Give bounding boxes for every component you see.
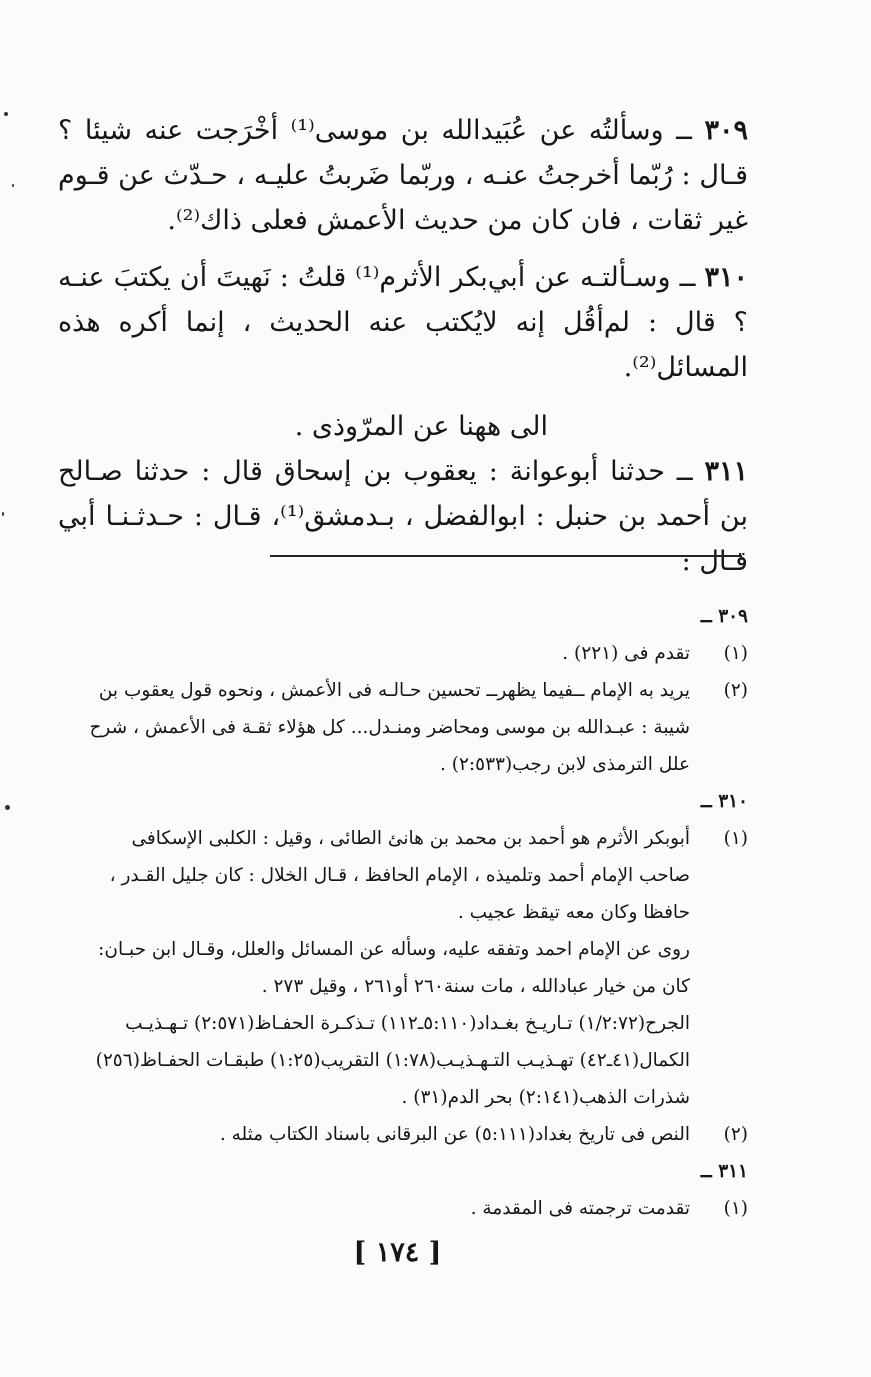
entry-number: ٣١١ [704,456,748,487]
footnote-line: صاحب الإمام أحمد وتلميذه ، الإمام الحافظ ، قـال الخلال : كان جليل القـدر ، [109,865,690,886]
main-text [58,108,748,584]
footnote-group-heading: ٣٠٩ ــ [700,606,748,627]
entry-dash: ــ [663,115,705,146]
footnote-text [58,672,690,783]
footnote-group-309 [58,598,748,783]
footnote-line: شيبة : عبـدالله بن موسى ومحاضر ومنـدل... كل هؤلاء ثقـة فى الأعمش ، شرح [89,717,690,738]
footnote-group-310 [58,783,748,1153]
footnotes [58,598,748,1227]
footnote-marker: (٢) [723,680,748,701]
scan-speck [12,184,14,187]
footnote-text [58,635,690,672]
footnote-text [58,1116,690,1153]
entry-text: وسـألتـه عن أبي‌بكر الأثرم⁽¹⁾ قلتُ : نَهيتَ أن يكتبَ عنـه ؟ قال : لم‌أقُل إنه لايُكتب عنه الحديث ، إنما أكره هذه المسائل⁽²⁾. [58,262,748,383]
footnote-line: النص فى تاريخ بغداد(٥:١١١) عن البرقانى باسناد الكتاب مثله . [219,1124,690,1145]
entry-311 [58,449,748,584]
footnote [58,1190,748,1227]
footnote-marker: (٢) [723,1124,748,1145]
footnote-line: الكمال(٤١ـ٤٢) تهـذيـب التـهـذيـب(١:٧٨) التقريب(١:٢٥) طبقـات الحفـاظ(٢٥٦) [95,1050,690,1071]
entry-dash: ــ [670,262,705,293]
footnote-group-heading: ٣١١ ــ [700,1161,748,1182]
footnote [58,672,748,783]
footnote-text [58,820,690,1116]
page-number: [ ١٧٤ ] [353,1237,442,1268]
footnote-divider [270,555,742,557]
footnote [58,820,748,1116]
footnote-group-311 [58,1153,748,1227]
footnote-line: تقدم فى (٢٢١) . [562,643,690,664]
footnote [58,635,748,672]
entry-text: وسألتُه عن عُبَيدالله بن موسى⁽¹⁾ أخْرَجت عنه شيئا ؟ قـال : رُبّما أخرجتُ عنـه ، وربّما ضَربتُ عليـه ، حـدّث عن قـوم غير ثقات ، فان كان من حديث الأعمش فعلى ذاك⁽²⁾. [58,115,748,236]
footnote-line: أبوبكر الأثرم هو أحمد بن محمد بن هانئ الطائى ، وقيل : الكلبى الإسكافى [131,828,690,849]
footnote-marker: (١) [723,828,748,849]
footnote-text [58,1190,690,1227]
footnote-marker: (١) [723,643,748,664]
footnote-line: حافظا وكان معه تيقظ عجيب . [457,902,690,923]
entry-310 [58,255,748,390]
scan-speck [5,805,10,810]
entry-dash: ــ [664,456,705,487]
footnote-line: روى عن الإمام احمد وتفقه عليه، وسأله عن المسائل والعلل، وقـال ابن حبـان: [98,939,690,960]
scan-speck [2,512,4,516]
footnote-line: يريد به الإمام ــفيما يظهرــ تحسين حـالـه فى الأعمش ، ونحوه قول يعقوب بن [98,680,690,701]
footnote-line: شذرات الذهب(٢:١٤١) بحر الدم(٣١) . [401,1087,690,1108]
entry-number: ٣١٠ [704,262,748,293]
footnote-group-heading: ٣١٠ ــ [700,791,748,812]
footnote-marker: (١) [723,1198,748,1219]
scan-speck [4,112,8,116]
closing-line: الى ههنا عن المرّوذى . [294,411,548,442]
entry-text: حدثنا أبوعوانة : يعقوب بن إسحاق قال : حدثنا صـالح بن أحمد بن حنبل : ابوالفضل ، بـدمشق⁽¹⁾، قـال : حـدثـنـا أبي قـال : [58,456,748,577]
entry-number: ٣٠٩ [704,115,748,146]
footnote-line: الجرح(١/٢:٧٢) تـاريـخ بغـداد(٥:١١٠ـ١١٢) تـذكـرة الحفـاظ(٢:٥٧١) تـهـذيـب [125,1013,690,1034]
footnote-line: علل الترمذى لابن رجب(٢:٥٣٣) . [440,754,690,775]
footnote-line: تقدمت ترجمته فى المقدمة . [470,1198,690,1219]
footnote-line: كان من خيار عبادالله ، مات سنة٢٦٠ أو٢٦١ ، وقيل ٢٧٣ . [261,976,690,997]
footnote [58,1116,748,1153]
entry-309 [58,108,748,243]
